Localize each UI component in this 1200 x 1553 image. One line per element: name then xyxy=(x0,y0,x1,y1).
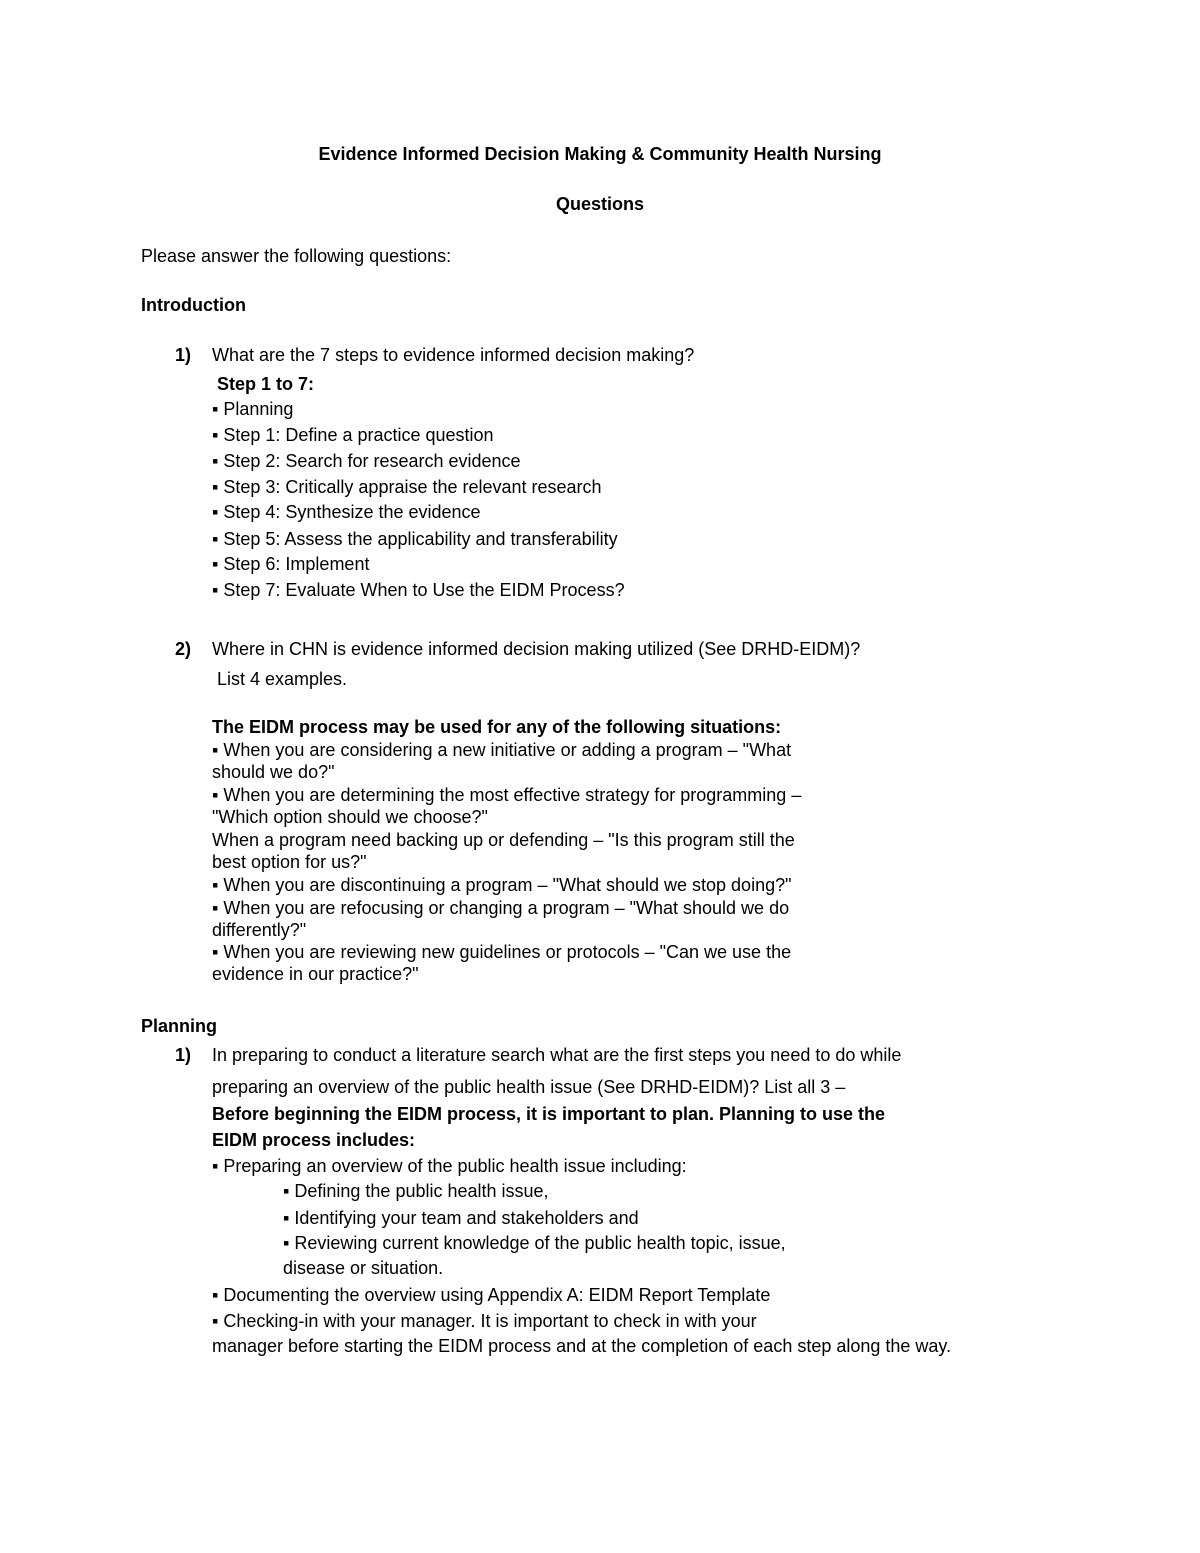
question-number: 2) xyxy=(175,639,192,659)
question-text-continued: List 4 examples. xyxy=(217,669,348,689)
answer-line: ▪ When you are considering a new initiative or adding a program – "What xyxy=(212,740,792,760)
answer-item: ▪ Documenting the overview using Appendix A: EIDM Report Template xyxy=(212,1285,771,1305)
answer-line: ▪ When you are discontinuing a program – "What should we stop doing?" xyxy=(212,875,792,895)
step-item: ▪ Step 3: Critically appraise the relevant research xyxy=(212,477,602,497)
document-title: Evidence Informed Decision Making & Community Health Nursing xyxy=(318,144,882,164)
answer-line: "Which option should we choose?" xyxy=(212,807,488,827)
answer-item: ▪ Preparing an overview of the public health issue including: xyxy=(212,1156,687,1176)
answer-sub-item: ▪ Identifying your team and stakeholders and xyxy=(283,1208,639,1228)
answer-line: ▪ When you are refocusing or changing a program – "What should we do xyxy=(212,898,790,918)
answer-item-continued: manager before starting the EIDM process and at the completion of each step along the way. xyxy=(212,1336,952,1356)
question-text-continued: preparing an overview of the public health issue (See DRHD-EIDM)? List all 3 – xyxy=(212,1077,846,1097)
step-item: ▪ Step 1: Define a practice question xyxy=(212,425,494,445)
step-item: ▪ Step 4: Synthesize the evidence xyxy=(212,502,481,522)
answer-heading: Step 1 to 7: xyxy=(217,374,315,394)
step-item: ▪ Step 2: Search for research evidence xyxy=(212,451,521,471)
step-item: ▪ Step 6: Implement xyxy=(212,554,370,574)
answer-sub-item: ▪ Reviewing current knowledge of the public health topic, issue, xyxy=(283,1233,786,1253)
planning-heading: Planning xyxy=(141,1016,217,1036)
step-item: ▪ Planning xyxy=(212,399,294,419)
introduction-heading: Introduction xyxy=(141,295,246,315)
instructions-text: Please answer the following questions: xyxy=(141,246,452,266)
answer-heading: Before beginning the EIDM process, it is important to plan. Planning to use the xyxy=(212,1104,886,1124)
answer-item: ▪ Checking-in with your manager. It is important to check in with your xyxy=(212,1311,757,1331)
document-subtitle: Questions xyxy=(555,194,644,214)
question-text: What are the 7 steps to evidence informed decision making? xyxy=(212,345,695,365)
answer-line: ▪ When you are reviewing new guidelines or protocols – "Can we use the xyxy=(212,942,792,962)
answer-heading: The EIDM process may be used for any of the following situations: xyxy=(212,717,782,737)
question-text: In preparing to conduct a literature search what are the first steps you need to do while xyxy=(212,1045,902,1065)
answer-line: evidence in our practice?" xyxy=(212,964,419,984)
answer-line: differently?" xyxy=(212,920,307,940)
answer-line: When a program need backing up or defending – "Is this program still the xyxy=(212,830,795,850)
step-item: ▪ Step 7: Evaluate When to Use the EIDM Process? xyxy=(212,580,625,600)
question-number: 1) xyxy=(175,1045,192,1065)
answer-sub-item: disease or situation. xyxy=(283,1258,444,1278)
answer-heading: EIDM process includes: xyxy=(212,1130,416,1150)
answer-line: best option for us?" xyxy=(212,852,367,872)
question-text: Where in CHN is evidence informed decision making utilized (See DRHD-EIDM)? xyxy=(212,639,861,659)
answer-line: should we do?" xyxy=(212,762,335,782)
answer-sub-item: ▪ Defining the public health issue, xyxy=(283,1181,549,1201)
question-number: 1) xyxy=(175,345,192,365)
answer-line: ▪ When you are determining the most effective strategy for programming – xyxy=(212,785,802,805)
step-item: ▪ Step 5: Assess the applicability and transferability xyxy=(212,529,618,549)
